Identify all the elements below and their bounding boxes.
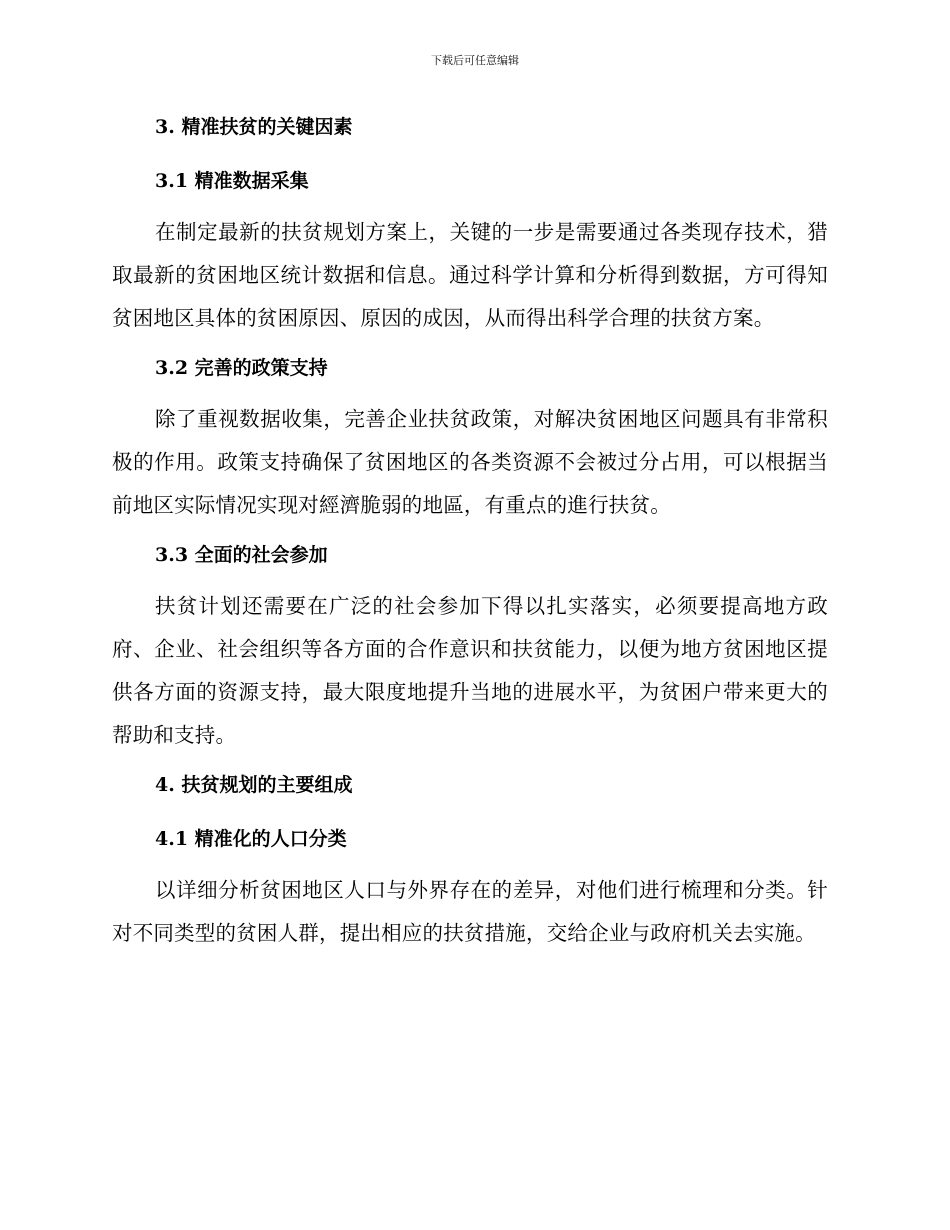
paragraph-3-2: 除了重视数据收集，完善企业扶贫政策，对解决贫困地区问题具有非常积极的作用。政策支持确保了贫困地区的各类资源不会被过分占用，可以根据当前地区实际情况实现对經濟脆弱的地區，有重点的進行扶贫。 [112, 407, 828, 517]
subsection-heading-3-2: 3.2 完善的政策支持 [155, 357, 328, 379]
subsection-heading-3-3: 3.3 全面的社会参加 [155, 544, 328, 566]
subsection-heading-4-1: 4.1 精准化的人口分类 [155, 828, 347, 850]
paragraph-4-1: 以详细分析贫困地区人口与外界存在的差异，对他们进行梳理和分类。针对不同类型的贫困人群，提出相应的扶贫措施，交给企业与政府机关去实施。 [112, 878, 828, 945]
subsection-heading-3-1: 3.1 精准数据采集 [155, 170, 309, 192]
paragraph-3-1: 在制定最新的扶贫规划方案上，关键的一步是需要通过各类现存技术，猎取最新的贫困地区统计数据和信息。通过科学计算和分析得到数据，方可得知贫困地区具体的贫困原因、原因的成因，从而得出科学合理的扶贫方案。 [112, 220, 828, 330]
section-heading-3: 3. 精准扶贫的关键因素 [155, 116, 353, 138]
page-header-note: 下载后可任意编辑 [431, 54, 519, 67]
paragraph-3-3: 扶贫计划还需要在广泛的社会参加下得以扎实落实，必须要提高地方政府、企业、社会组织等各方面的合作意识和扶贫能力，以便为地方贫困地区提供各方面的资源支持，最大限度地提升当地的进展水平，为贫困户带来更大的帮助和支持。 [112, 594, 828, 747]
section-heading-4: 4. 扶贫规划的主要组成 [155, 774, 353, 796]
document-body [112, 112, 828, 955]
